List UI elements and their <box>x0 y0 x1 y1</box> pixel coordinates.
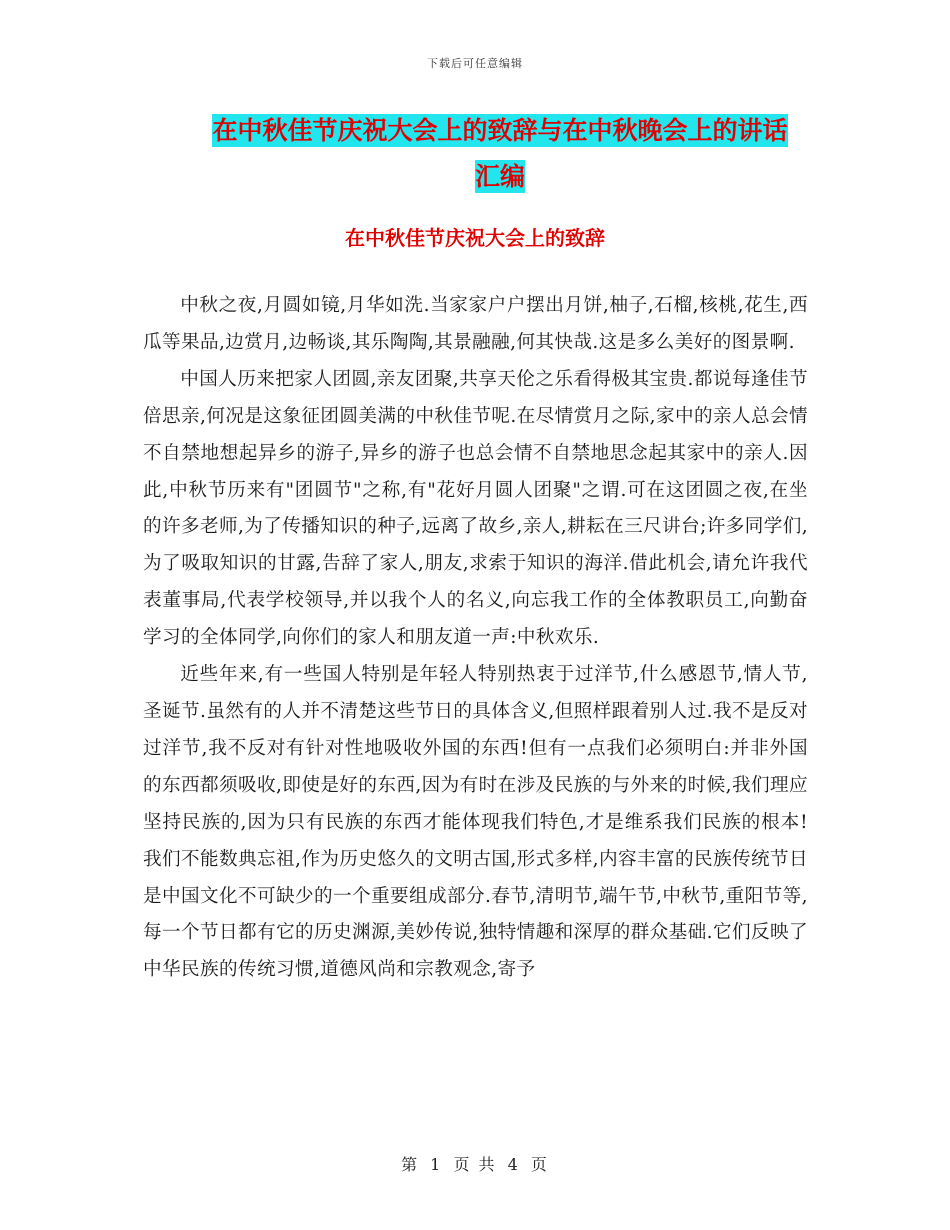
footer-middle: 页 共 <box>453 1155 497 1174</box>
footer-page-total: 4 <box>507 1155 520 1174</box>
document-title <box>140 108 860 200</box>
document-title-line-2: 汇编 <box>474 162 525 191</box>
paragraph-3: 近些年来,有一些国人特别是年轻人特别热衷于过洋节,什么感恩节,情人节,圣诞节.虽然有的人并不清楚这些节日的具体含义,但照样跟着别人过.我不是反对过洋节,我不反对有针对性地吸收外国的东西!但有一点我们必须明白:并非外国的东西都须吸收,即使是好的东西,因为有时在涉及民族的与外来的时候,我们理应坚持民族的,因为只有民族的东西才能体现我们特色,才是维系我们民族的根本!我们不能数典忘祖,作为历史悠久的文明古国,形式多样,内容丰富的民族传统节日是中国文化不可缺少的一个重要组成部分.春节,清明节,端午节,中秋节,重阳节等,每一个节日都有它的历史渊源,美妙传说,独特情趣和深厚的群众基础.它们反映了中华民族的传统习惯,道德风尚和宗教观念,寄予 <box>143 664 808 981</box>
header-note: 下载后可任意编辑 <box>427 57 523 70</box>
footer-page-current: 1 <box>430 1155 443 1174</box>
section-title: 在中秋佳节庆祝大会上的致辞 <box>345 226 605 250</box>
footer-suffix: 页 <box>530 1155 549 1174</box>
paragraph-1: 中秋之夜,月圆如镜,月华如洗.当家家户户摆出月饼,柚子,石榴,核桃,花生,西瓜等果品,边赏月,边畅谈,其乐陶陶,其景融融,何其快哉.这是多么美好的图景啊. <box>143 295 808 353</box>
footer-prefix: 第 <box>401 1155 420 1174</box>
document-title-line-1: 在中秋佳节庆祝大会上的致辞与在中秋晚会上的讲话 <box>212 116 788 145</box>
body-text <box>143 288 808 989</box>
paragraph-2: 中国人历来把家人团圆,亲友团聚,共享天伦之乐看得极其宝贵.都说每逢佳节倍思亲,何况是这象征团圆美满的中秋佳节呢.在尽情赏月之际,家中的亲人总会情不自禁地想起异乡的游子,异乡的游子也总会情不自禁地思念起其家中的亲人.因此,中秋节历来有"团圆节"之称,有"花好月圆人团聚"之谓.可在这团圆之夜,在坐的许多老师,为了传播知识的种子,远离了故乡,亲人,耕耘在三尺讲台;许多同学们,为了吸取知识的甘露,告辞了家人,朋友,求索于知识的海洋.借此机会,请允许我代表董事局,代表学校领导,并以我个人的名义,向忘我工作的全体教职员工,向勤奋学习的全体同学,向你们的家人和朋友道一声:中秋欢乐. <box>143 368 809 649</box>
page-footer <box>0 1152 950 1175</box>
